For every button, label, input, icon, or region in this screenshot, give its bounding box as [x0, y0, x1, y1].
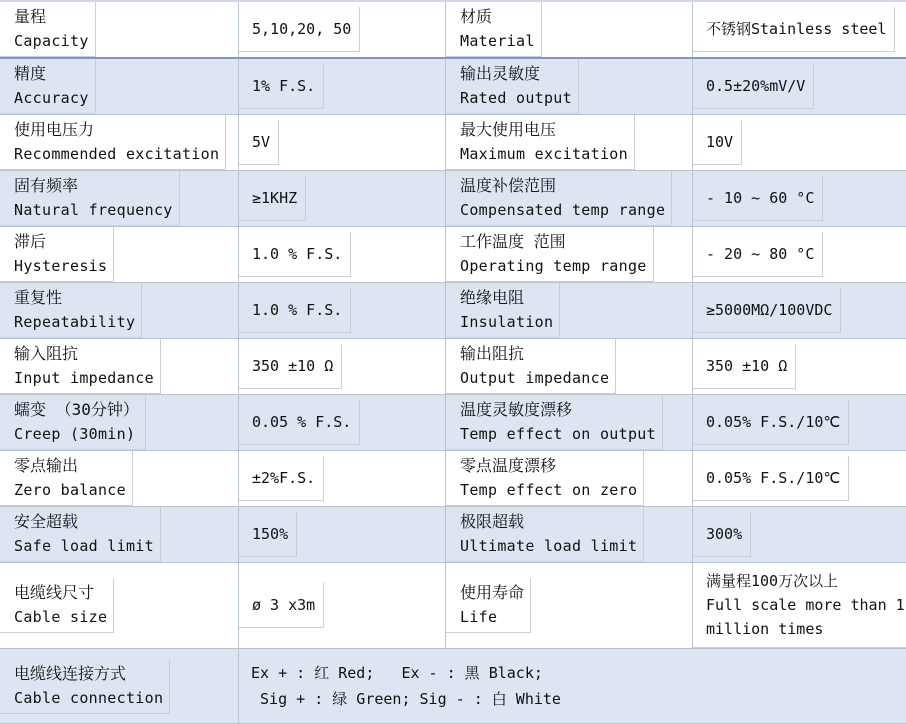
- label-en: Cable connection: [14, 688, 164, 707]
- value-rated-output: 0.5±20%mV/V: [693, 64, 814, 109]
- label-zh: 输入阻抗: [14, 344, 79, 363]
- value-capacity: 5,10,20, 50: [239, 7, 360, 52]
- label-zh: 输出灵敏度: [460, 64, 541, 83]
- label-en: Accuracy: [14, 89, 89, 107]
- label-life: [446, 578, 531, 633]
- label-output-impedance: [446, 339, 616, 394]
- spec-row-impedance: [0, 339, 906, 395]
- label-zh: 使用电压力: [14, 120, 95, 139]
- value-compensated-temp-range: - 10 ~ 60 °C: [693, 176, 823, 221]
- label-en: Capacity: [14, 32, 89, 50]
- value-recommended-excitation: 5V: [239, 120, 279, 165]
- label-zh: 零点温度漂移: [460, 456, 557, 475]
- value-cable-connection: [239, 658, 906, 714]
- label-en: Material: [460, 32, 535, 50]
- label-zh: 工作温度 范围: [460, 232, 566, 251]
- label-cable-connection: [0, 659, 170, 714]
- label-zh: 温度补偿范围: [460, 176, 557, 195]
- label-en: Natural frequency: [14, 201, 173, 219]
- label-en: Output impedance: [460, 369, 610, 387]
- label-zh: 安全超载: [14, 512, 79, 531]
- value-operating-temp-range: - 20 ~ 80 °C: [693, 232, 823, 277]
- value-maximum-excitation: 10V: [693, 120, 742, 165]
- label-temp-effect-output: [446, 395, 663, 450]
- label-operating-temp-range: [446, 227, 654, 282]
- label-material: [446, 2, 542, 57]
- label-ultimate-load-limit: [446, 507, 644, 562]
- label-en: Zero balance: [14, 481, 126, 499]
- value-temp-effect-output: 0.05% F.S./10℃: [693, 400, 849, 445]
- spec-row-excitation: [0, 115, 906, 171]
- label-zh: 重复性: [14, 288, 63, 307]
- label-cable-size: [0, 578, 114, 633]
- connection-line: Sig + : 绿 Green; Sig - : 白 White: [251, 690, 561, 708]
- value-hysteresis: 1.0 % F.S.: [239, 232, 351, 277]
- label-rated-output: [446, 59, 579, 114]
- value-accuracy: 1% F.S.: [239, 64, 324, 109]
- label-zero-balance: [0, 451, 133, 506]
- spec-table: [0, 2, 906, 724]
- spec-row-repeatability: [0, 283, 906, 339]
- label-en: Ultimate load limit: [460, 537, 638, 555]
- spec-row-accuracy: [0, 58, 906, 115]
- life-line: million times: [706, 620, 824, 638]
- label-en: Insulation: [460, 313, 554, 331]
- label-zh: 零点输出: [14, 456, 79, 475]
- label-en: Life: [460, 608, 498, 626]
- label-zh: 绝缘电阻: [460, 288, 525, 307]
- label-en: Safe load limit: [14, 537, 154, 555]
- value-creep: 0.05 % F.S.: [239, 400, 360, 445]
- label-zh: 电缆线尺寸: [14, 583, 95, 602]
- label-en: Hysteresis: [14, 257, 108, 275]
- label-zh: 材质: [460, 7, 493, 26]
- label-zh: 输出阻抗: [460, 344, 525, 363]
- label-en: Temp effect on zero: [460, 481, 638, 499]
- label-zh: 电缆线连接方式: [14, 663, 127, 683]
- label-en: Creep (30min): [14, 425, 136, 443]
- label-zh: 极限超载: [460, 512, 525, 531]
- label-en: Cable size: [14, 608, 108, 626]
- value-life: [693, 563, 906, 648]
- life-line: 满量程100万次以上: [706, 572, 839, 590]
- connection-line: Ex + : 红 Red; Ex - : 黑 Black;: [251, 664, 543, 682]
- value-cable-size: ø 3 x3m: [239, 583, 324, 628]
- label-en: Repeatability: [14, 313, 136, 331]
- label-natural-frequency: [0, 171, 180, 226]
- spec-row-zero: [0, 451, 906, 507]
- value-zero-balance: ±2%F.S.: [239, 456, 324, 501]
- label-repeatability: [0, 283, 142, 338]
- spec-row-frequency: [0, 171, 906, 227]
- spec-row-overload: [0, 507, 906, 563]
- spec-row-hysteresis: [0, 227, 906, 283]
- label-temp-effect-zero: [446, 451, 644, 506]
- label-zh: 精度: [14, 64, 47, 83]
- spec-row-capacity: [0, 2, 906, 58]
- spec-row-creep: [0, 395, 906, 451]
- label-en: Rated output: [460, 89, 572, 107]
- life-line: Full scale more than 1: [706, 596, 905, 614]
- value-input-impedance: 350 ±10 Ω: [239, 344, 342, 389]
- value-material: 不锈钢Stainless steel: [693, 7, 895, 52]
- label-input-impedance: [0, 339, 161, 394]
- label-zh: 蠕变 （30分钟）: [14, 400, 139, 419]
- label-zh: 温度灵敏度漂移: [460, 400, 573, 419]
- label-safe-load-limit: [0, 507, 161, 562]
- label-en: Maximum excitation: [460, 145, 628, 163]
- label-en: Recommended excitation: [14, 145, 220, 163]
- label-en: Operating temp range: [460, 257, 647, 275]
- label-en: Input impedance: [14, 369, 154, 387]
- value-output-impedance: 350 ±10 Ω: [693, 344, 796, 389]
- value-ultimate-load-limit: 300%: [693, 512, 751, 557]
- label-accuracy: [0, 59, 96, 114]
- label-compensated-temp-range: [446, 171, 672, 226]
- value-repeatability: 1.0 % F.S.: [239, 288, 351, 333]
- label-zh: 固有频率: [14, 176, 79, 195]
- spec-row-cable-life: [0, 563, 906, 649]
- label-hysteresis: [0, 227, 114, 282]
- value-natural-frequency: ≥1KHZ: [239, 176, 306, 221]
- label-zh: 量程: [14, 7, 47, 26]
- value-insulation: ≥5000MΩ/100VDC: [693, 288, 841, 333]
- label-en: Temp effect on output: [460, 425, 656, 443]
- label-maximum-excitation: [446, 115, 635, 170]
- value-safe-load-limit: 150%: [239, 512, 297, 557]
- value-temp-effect-zero: 0.05% F.S./10℃: [693, 456, 849, 501]
- label-capacity: [0, 2, 96, 57]
- label-creep: [0, 395, 146, 450]
- label-en: Compensated temp range: [460, 201, 666, 219]
- label-insulation: [446, 283, 560, 338]
- spec-row-connection: [0, 649, 906, 724]
- label-zh: 使用寿命: [460, 583, 525, 602]
- label-zh: 滞后: [14, 232, 47, 251]
- label-recommended-excitation: [0, 115, 226, 170]
- label-zh: 最大使用电压: [460, 120, 557, 139]
